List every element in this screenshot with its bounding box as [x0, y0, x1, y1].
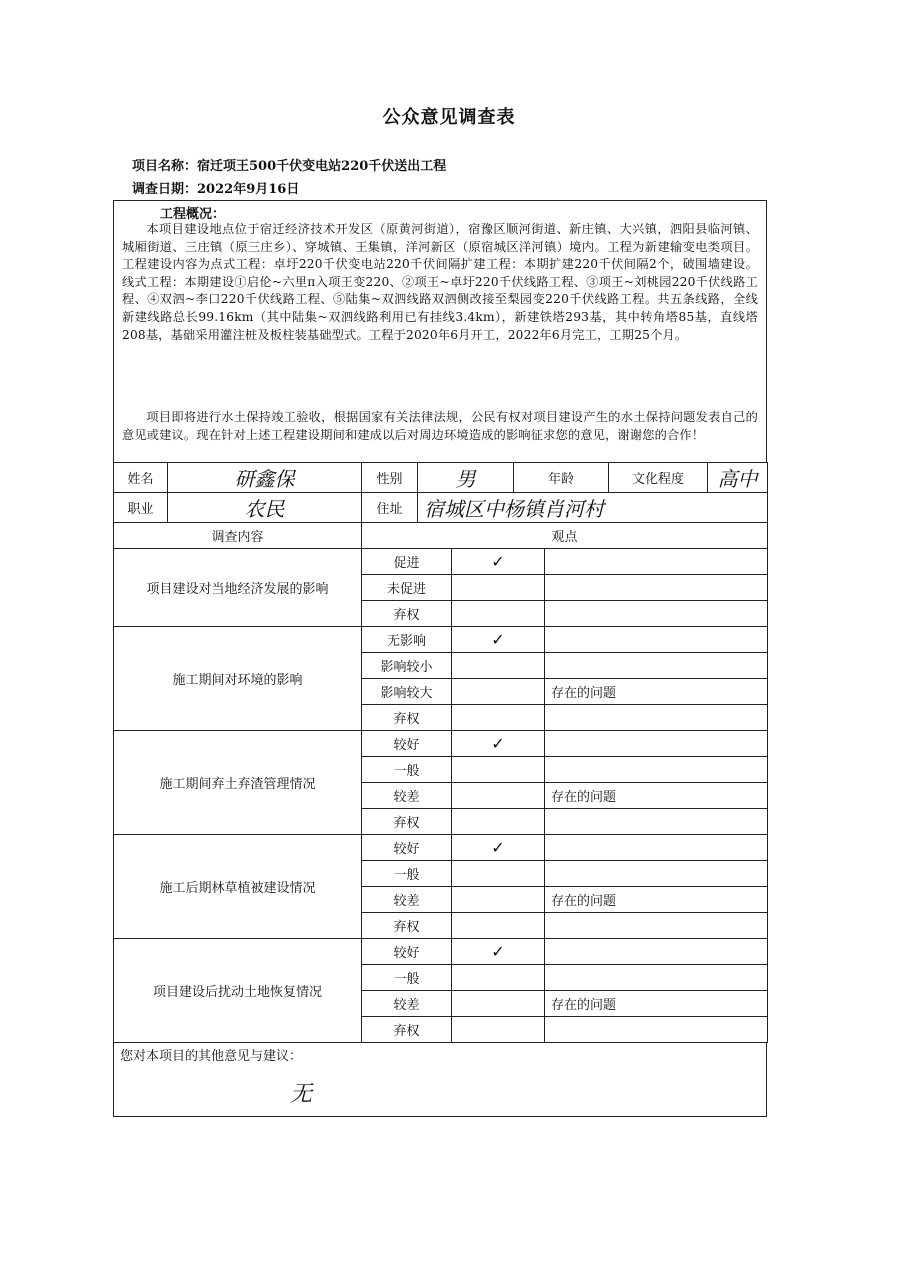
check-cell[interactable]: ✓: [452, 731, 545, 757]
table-row: [114, 627, 768, 653]
table-row: [114, 549, 768, 575]
problem-cell: [545, 1017, 768, 1043]
other-opinion-box: [113, 1043, 767, 1117]
problem-label: 存在的问题: [545, 887, 768, 913]
survey-date-label: 调查日期：: [132, 182, 198, 197]
project-overview: [113, 200, 767, 462]
project-name-value: 宿迁项王500千伏变电站220千伏送出工程: [197, 159, 447, 174]
survey-table: [113, 462, 768, 1043]
other-opinion-label: 您对本项目的其他意见与建议：: [120, 1049, 303, 1064]
survey-topic: 施工后期林草植被建设情况: [114, 835, 362, 939]
project-name-label: 项目名称：: [132, 159, 198, 174]
check-cell[interactable]: [452, 965, 545, 991]
gender-value: 男: [418, 463, 514, 493]
survey-topic: 项目建设后扰动土地恢复情况: [114, 939, 362, 1043]
option-label: 促进: [362, 549, 452, 575]
age-label: 年龄: [514, 463, 609, 493]
check-cell[interactable]: [452, 809, 545, 835]
project-name-row: [132, 155, 446, 174]
table-row: [114, 835, 768, 861]
check-cell[interactable]: [452, 783, 545, 809]
option-label: 较差: [362, 783, 452, 809]
problem-cell: [545, 627, 768, 653]
option-label: 较好: [362, 939, 452, 965]
education-value: 高中: [708, 463, 768, 493]
option-label: 弃权: [362, 809, 452, 835]
name-label: 姓名: [114, 463, 168, 493]
check-cell[interactable]: [452, 887, 545, 913]
option-label: 一般: [362, 965, 452, 991]
option-label: 影响较小: [362, 653, 452, 679]
check-cell[interactable]: [452, 653, 545, 679]
check-cell[interactable]: [452, 679, 545, 705]
problem-cell: [545, 653, 768, 679]
problem-cell: [545, 835, 768, 861]
gender-label: 性别: [362, 463, 418, 493]
check-cell[interactable]: [452, 575, 545, 601]
option-label: 弃权: [362, 1017, 452, 1043]
job-label: 职业: [114, 493, 168, 523]
overview-paragraph: 本项目建设地点位于宿迁经济技术开发区（原黄河街道），宿豫区顺河街道、新庄镇、大兴镇，泗阳县临河镇、城厢街道、三庄镇（原三庄乡）、穿城镇、王集镇，洋河新区（原宿城区洋河镇）境内。工程为新建输变电类项目。工程建设内容为点式工程：卓圩220千伏变电站220千伏间隔扩建工程：本期扩建220千伏间隔2个，破围墙建设。线式工程：本期建设①启伦~六里π入项王变220、②项王~卓圩220千伏线路工程、③项王~刘桃园220千伏线路工程、④双泗~李口220千伏线路工程、⑤陆集~双泗线路双泗侧改接至梨园变220千伏线路工程。共五条线路，全线新建线路总长99.16km（其中陆集~双泗线路利用已有挂线3.4km），新建铁塔293基，其中转角塔85基，直线塔208基，基础采用灌注桩及板柱装基础型式。工程于2020年6月开工，2022年6月完工，工期25个月。: [122, 222, 758, 342]
header-opinion: 观点: [362, 523, 768, 549]
job-value: 农民: [168, 493, 362, 523]
option-label: 一般: [362, 757, 452, 783]
option-label: 较差: [362, 991, 452, 1017]
option-label: 较好: [362, 835, 452, 861]
check-cell[interactable]: [452, 757, 545, 783]
problem-label: 存在的问题: [545, 783, 768, 809]
check-cell[interactable]: [452, 913, 545, 939]
problem-cell: [545, 601, 768, 627]
check-cell[interactable]: ✓: [452, 627, 545, 653]
page-title: 公众意见调查表: [382, 107, 516, 128]
option-label: 一般: [362, 861, 452, 887]
check-cell[interactable]: ✓: [452, 939, 545, 965]
problem-cell: [545, 705, 768, 731]
problem-cell: [545, 731, 768, 757]
option-label: 较好: [362, 731, 452, 757]
header-content: 调查内容: [114, 523, 362, 549]
check-cell[interactable]: [452, 991, 545, 1017]
problem-cell: [545, 913, 768, 939]
table-row: [114, 939, 768, 965]
problem-label: 存在的问题: [545, 991, 768, 1017]
option-label: 较差: [362, 887, 452, 913]
name-value: 研鑫保: [168, 463, 362, 493]
survey-topic: 施工期间对环境的影响: [114, 627, 362, 731]
option-label: 无影响: [362, 627, 452, 653]
problem-cell: [545, 861, 768, 887]
check-cell[interactable]: ✓: [452, 835, 545, 861]
problem-cell: [545, 757, 768, 783]
survey-date-row: [132, 178, 299, 197]
problem-label: 存在的问题: [545, 679, 768, 705]
check-cell[interactable]: [452, 861, 545, 887]
address-value: 宿城区中杨镇肖河村: [418, 493, 768, 523]
problem-cell: [545, 809, 768, 835]
check-cell[interactable]: [452, 601, 545, 627]
table-row: [114, 731, 768, 757]
check-cell[interactable]: [452, 705, 545, 731]
problem-cell: [545, 965, 768, 991]
option-label: 弃权: [362, 601, 452, 627]
check-cell[interactable]: ✓: [452, 549, 545, 575]
table-header-row: [114, 523, 768, 549]
overview-heading: 工程概况：: [160, 207, 226, 222]
check-cell[interactable]: [452, 1017, 545, 1043]
education-label: 文化程度: [609, 463, 708, 493]
survey-date-value: 2022年9月16日: [197, 182, 300, 197]
other-opinion-value: 无: [290, 1082, 313, 1107]
problem-cell: [545, 575, 768, 601]
survey-topic: 施工期间弃土弃渣管理情况: [114, 731, 362, 835]
option-label: 未促进: [362, 575, 452, 601]
overview-notice-paragraph: 项目即将进行水土保持竣工验收，根据国家有关法律法规，公民有权对项目建设产生的水土保持问题发表自己的意见或建议。现在针对上述工程建设期间和建成以后对周边环境造成的影响征求您的意见，谢谢您的合作！: [122, 410, 758, 442]
option-label: 影响较大: [362, 679, 452, 705]
option-label: 弃权: [362, 705, 452, 731]
problem-cell: [545, 939, 768, 965]
survey-topic: 项目建设对当地经济发展的影响: [114, 549, 362, 627]
address-label: 住址: [362, 493, 418, 523]
problem-cell: [545, 549, 768, 575]
option-label: 弃权: [362, 913, 452, 939]
